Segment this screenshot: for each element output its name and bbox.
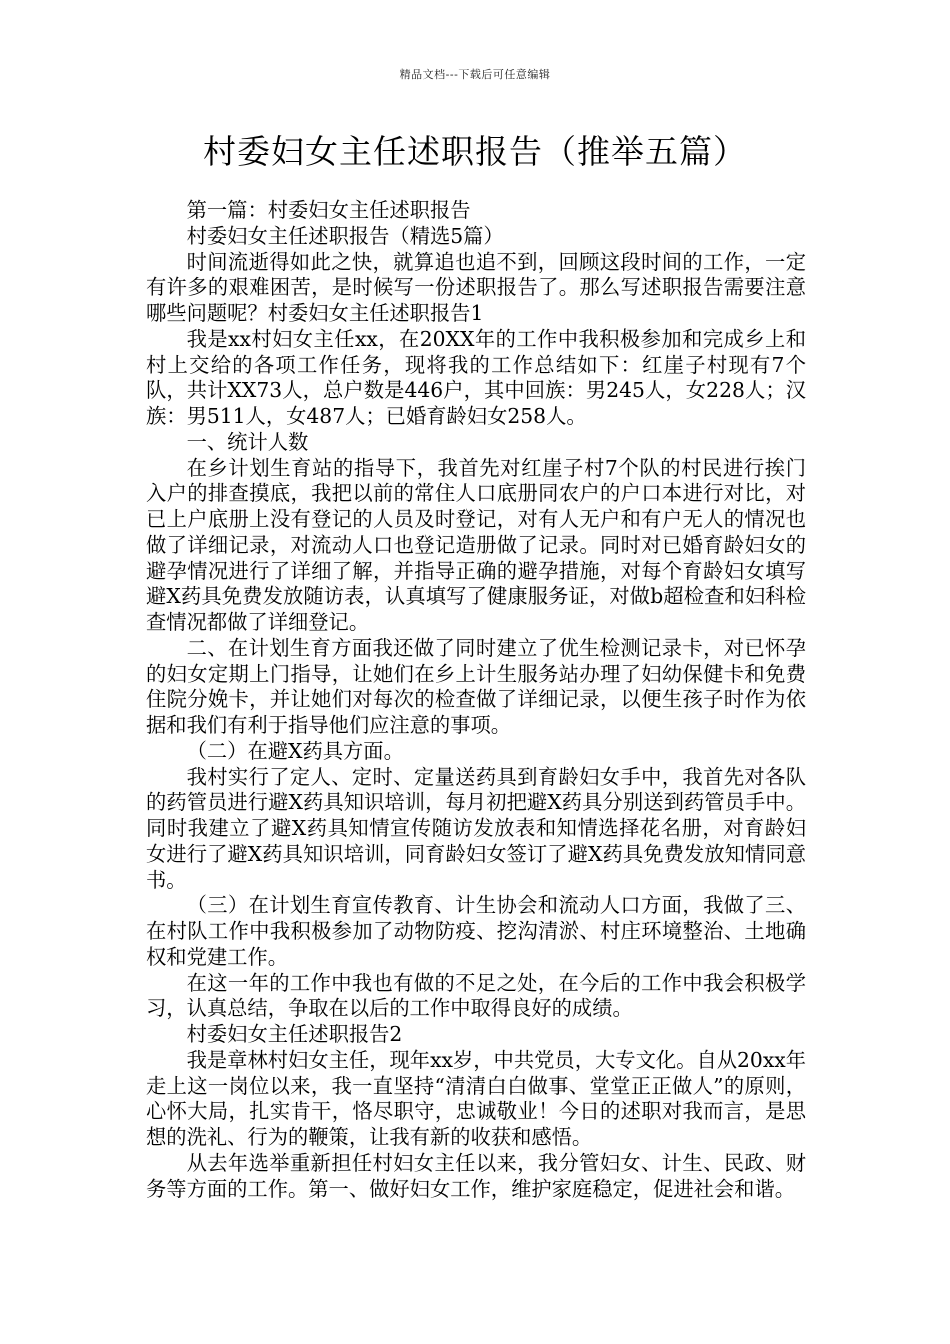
document-body: [146, 198, 806, 1202]
paragraph: 一、统计人数: [186, 429, 309, 454]
paragraph: 我是章林村妇女主任，现年xx岁，中共党员，大专文化。自从20xx年走上这一岗位以来，我一直坚持“清清白白做事、堂堂正正做人”的原则，心怀大局，扎实肯干，恪尽职守，忠诚敬业！今日的述职对我而言，是思想的洗礼、行为的鞭策，让我有新的收获和感悟。: [146, 1047, 806, 1149]
document-title: 村委妇女主任述职报告（推举五篇）: [203, 132, 747, 171]
paragraph: 在乡计划生育站的指导下，我首先对红崖子村7个队的村民进行挨门入户的排查摸底，我把以前的常住人口底册同农户的户口本进行对比，对已上户底册上没有登记的人员及时登记，对有人无户和有户无人的情况也做了详细记录，对流动人口也登记造册做了记录。同时对已婚育龄妇女的避孕情况进行了详细了解，并指导正确的避孕措施，对每个育龄妇女填写避X药具免费发放随访表，认真填写了健康服务证，对做b超检查和妇科检查情况都做了详细登记。: [146, 455, 806, 634]
paragraph: 村委妇女主任述职报告（精选5篇）: [186, 223, 504, 248]
paragraph: 二、在计划生育方面我还做了同时建立了优生检测记录卡，对已怀孕的妇女定期上门指导，让她们在乡上计生服务站办理了妇幼保健卡和免费住院分娩卡，并让她们对每次的检查做了详细记录，以便生孩子时作为依据和我们有利于指导他们应注意的事项。: [146, 635, 806, 737]
paragraph: 村委妇女主任述职报告2: [186, 1022, 403, 1046]
paragraph: 从去年选举重新担任村妇女主任以来，我分管妇女、计生、民政、财务等方面的工作。第一、做好妇女工作，维护家庭稳定，促进社会和谐。: [146, 1150, 806, 1201]
paragraph: （三）在计划生育宣传教育、计生协会和流动人口方面，我做了三、在村队工作中我积极参加了动物防疫、挖沟清淤、村庄环境整治、土地确权和党建工作。: [146, 893, 806, 969]
paragraph: 我村实行了定人、定时、定量送药具到育龄妇女手中，我首先对各队的药管员进行避X药具知识培训，每月初把避X药具分别送到药管员手中。同时我建立了避X药具知情宣传随访发放表和知情选择花名册，对育龄妇女进行了避X药具知识培训，同育龄妇女签订了避X药具免费发放知情同意书。: [146, 764, 806, 892]
paragraph: （二）在避X药具方面。: [186, 738, 404, 763]
paragraph: 我是xx村妇女主任xx，在20XX年的工作中我积极参加和完成乡上和村上交给的各项工作任务，现将我的工作总结如下：红崖子村现有7个队，共计XX73人，总户数是446户，其中回族：男245人，女228人；汉族：男511人，女487人；已婚育龄妇女258人。: [146, 326, 806, 428]
paragraph: 第一篇：村委妇女主任述职报告: [186, 198, 471, 222]
paragraph: 时间流逝得如此之快，就算追也追不到，回顾这段时间的工作，一定有许多的艰难困苦，是时候写一份述职报告了。那么写述职报告需要注意哪些问题呢？村委妇女主任述职报告1: [146, 249, 806, 325]
paragraph: 在这一年的工作中我也有做的不足之处，在今后的工作中我会积极学习，认真总结，争取在以后的工作中取得良好的成绩。: [146, 970, 806, 1021]
header-note: 精品文档---下载后可任意编辑: [399, 68, 551, 81]
